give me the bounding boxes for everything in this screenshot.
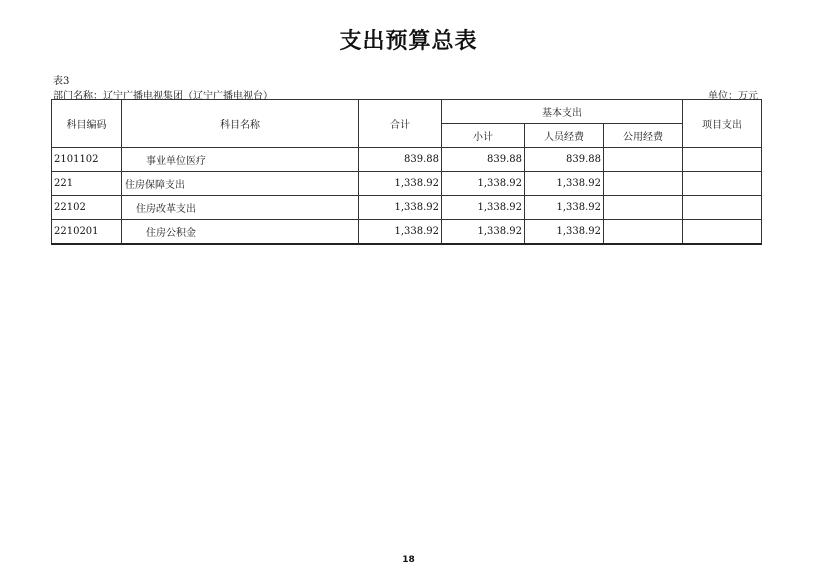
cell-subtotal: 1,338.92 — [442, 196, 525, 220]
table-row — [52, 220, 762, 244]
table-number: 表3 — [53, 76, 70, 87]
cell-project — [683, 220, 762, 244]
budget-table — [51, 99, 762, 245]
cell-personnel: 1,338.92 — [525, 220, 604, 244]
page-title: 支出预算总表 — [339, 29, 478, 54]
cell-public — [604, 196, 683, 220]
cell-personnel: 1,338.92 — [525, 196, 604, 220]
cell-total: 839.88 — [359, 148, 442, 172]
cell-code: 22102 — [52, 196, 122, 220]
cell-public — [604, 172, 683, 196]
table-row — [52, 148, 762, 172]
cell-subtotal: 839.88 — [442, 148, 525, 172]
table-row — [52, 172, 762, 196]
header-code: 科目编码 — [52, 100, 122, 148]
header-personnel: 人员经费 — [525, 124, 604, 148]
cell-subtotal: 1,338.92 — [442, 172, 525, 196]
cell-project — [683, 148, 762, 172]
cell-total: 1,338.92 — [359, 196, 442, 220]
header-project: 项目支出 — [683, 100, 762, 148]
cell-project — [683, 172, 762, 196]
cell-name: 事业单位医疗 — [122, 148, 359, 172]
department-name: 部门名称：辽宁广播电视集团（辽宁广播电视台） — [53, 91, 273, 102]
page-number: 18 — [402, 555, 415, 565]
cell-code: 2210201 — [52, 220, 122, 244]
cell-code: 221 — [52, 172, 122, 196]
unit-label: 单位：万元 — [708, 91, 758, 102]
header-total: 合计 — [359, 100, 442, 148]
cell-code: 2101102 — [52, 148, 122, 172]
cell-public — [604, 148, 683, 172]
cell-name: 住房公积金 — [122, 220, 359, 244]
cell-name: 住房改革支出 — [122, 196, 359, 220]
cell-total: 1,338.92 — [359, 172, 442, 196]
table-row — [52, 196, 762, 220]
cell-subtotal: 1,338.92 — [442, 220, 525, 244]
header-subtotal: 小计 — [442, 124, 525, 148]
cell-project — [683, 196, 762, 220]
header-public: 公用经费 — [604, 124, 683, 148]
cell-public — [604, 220, 683, 244]
cell-personnel: 839.88 — [525, 148, 604, 172]
header-basic: 基本支出 — [442, 100, 683, 124]
cell-name: 住房保障支出 — [122, 172, 359, 196]
cell-total: 1,338.92 — [359, 220, 442, 244]
cell-personnel: 1,338.92 — [525, 172, 604, 196]
header-name: 科目名称 — [122, 100, 359, 148]
